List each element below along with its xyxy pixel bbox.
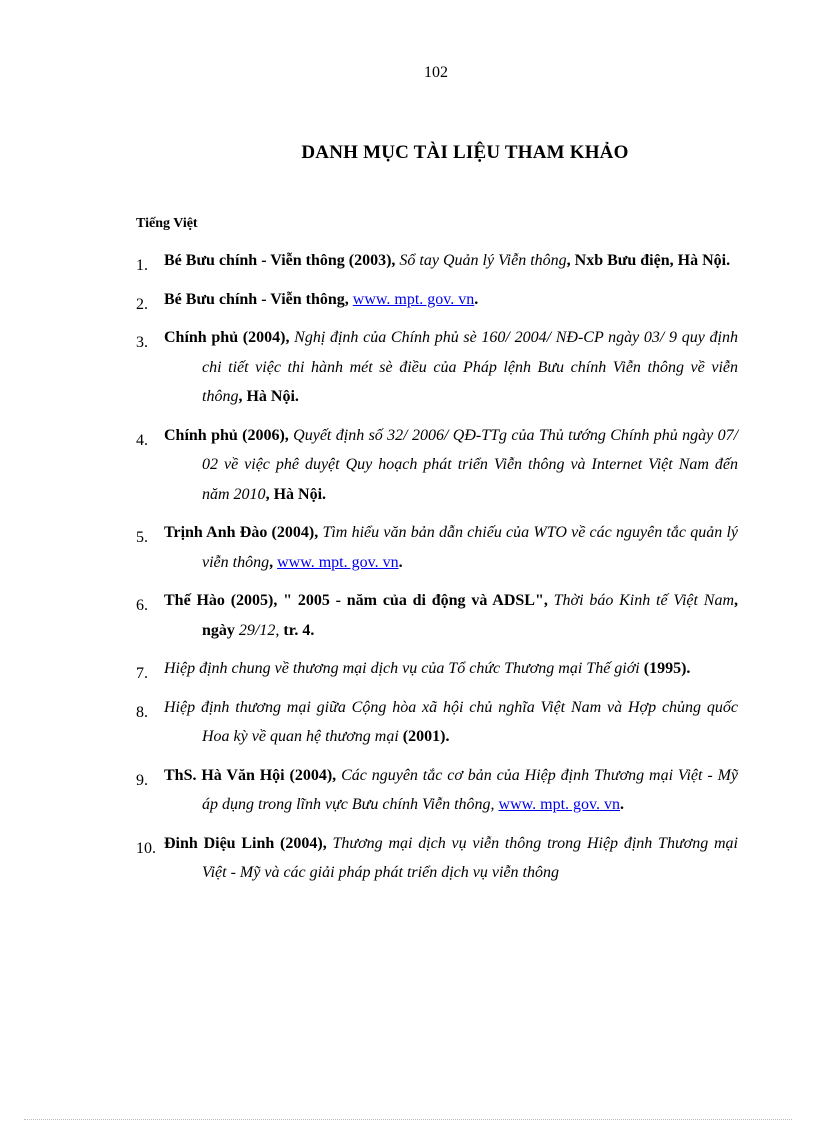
reference-fragment: . [398,553,403,571]
reference-fragment: , [269,553,278,571]
reference-fragment: Thế Hào (2005), " 2005 - năm của di động và ADSL", [164,592,554,609]
reference-text [164,693,738,752]
reference-number: 1. [136,257,148,274]
reference-item [136,518,738,577]
reference-title: Tìm hiểu văn bản dẫn chiếu của WTO về các nguyên tắc quản lý viễn thông [202,524,738,571]
page-number: 102 [424,64,448,81]
reference-fragment: Bé Bưu chính - Viễn thông, [164,290,353,308]
reference-item [136,586,738,645]
reference-fragment: , ngày [202,592,738,639]
reference-list [136,246,738,897]
reference-link[interactable]: www. mpt. gov. vn [498,796,621,813]
reference-link[interactable]: www. mpt. gov. vn [277,553,399,571]
reference-fragment: . [474,290,479,308]
reference-number: 6. [136,597,148,614]
reference-text [164,518,738,577]
reference-title: Các nguyên tắc cơ bản của Hiệp định Thương mại Việt - Mỹ áp dụng trong lĩnh vực Bưu chính Viễn thông, [202,766,739,813]
reference-fragment: Bé Bưu chính - Viễn thông (2003), [164,252,400,269]
reference-title: Quyết định số 32/ 2006/ QĐ-TTg của Thủ tướng Chính phủ ngày 07/ 02 về việc phê duyệt Quy hoạch phát triển Viễn thông và Internet Việt Nam đến năm 2010 [202,426,739,503]
reference-number: 8. [136,703,148,721]
reference-fragment: Chính phủ (2006), [164,426,294,444]
reference-fragment: , Hà Nội. [238,388,299,405]
reference-title: 29/12, [238,621,280,639]
reference-fragment: Đinh Diệu Linh (2004), [164,834,333,852]
reference-title: Nghị định của Chính phủ sè 160/ 2004/ NĐ-CP ngày 03/ 9 quy định chi tiết việc thi hành mét sè điều của Pháp lệnh Bưu chính Viễn thông về viễn thông [202,329,738,405]
reference-text [164,586,738,645]
reference-text [164,654,738,684]
reference-text [164,421,738,510]
reference-fragment: , Hà Nội. [265,485,327,503]
reference-fragment: , Nxb Bưu điện, Hà Nội. [566,252,731,269]
reference-fragment: (1995). [639,660,691,677]
reference-fragment: Chính phủ (2004), [164,329,295,346]
reference-item [136,829,738,888]
reference-text [164,323,738,412]
reference-item [136,654,738,684]
reference-fragment: tr. 4. [279,621,315,639]
reference-number: 10. [136,839,156,857]
reference-item [136,693,738,752]
reference-title: Hiệp định thương mại giữa Cộng hòa xã hội chủ nghĩa Việt Nam và Hợp chủng quốc Hoa kỳ về quan hệ thương mại [164,698,738,745]
reference-text [164,285,738,315]
reference-text [164,246,738,276]
reference-number: 9. [136,771,148,789]
reference-title: Thời báo Kinh tế Việt Nam [553,592,734,609]
reference-fragment: ThS. Hà Văn Hội (2004), [164,766,342,784]
page-title: DANH MỤC TÀI LIỆU THAM KHẢO [301,142,629,163]
reference-item [136,421,738,510]
reference-text [164,761,738,820]
reference-title: Sổ tay Quản lý Viễn thông [399,252,567,269]
reference-item [136,246,738,276]
reference-item [136,323,738,412]
reference-number: 7. [136,665,148,682]
reference-title: Hiệp định chung về thương mại dịch vụ của Tổ chức Thương mại Thế giới [164,660,640,677]
reference-number: 4. [136,431,148,449]
reference-title: Thương mại dịch vụ viễn thông trong Hiệp định Thương mại Việt - Mỹ và các giải pháp phát triển dịch vụ viễn thông [202,834,738,881]
reference-item [136,285,738,315]
reference-number: 2. [136,295,148,313]
reference-text [164,829,738,888]
reference-link[interactable]: www. mpt. gov. vn [352,290,475,308]
page-bottom-divider [24,1119,792,1120]
reference-number: 5. [136,529,148,546]
reference-fragment: (2001). [398,728,450,745]
reference-item [136,761,738,820]
reference-fragment: Trịnh Anh Đào (2004), [164,524,323,541]
section-heading: Tiếng Việt [136,216,198,231]
reference-number: 3. [136,334,148,351]
reference-fragment: . [620,796,625,813]
